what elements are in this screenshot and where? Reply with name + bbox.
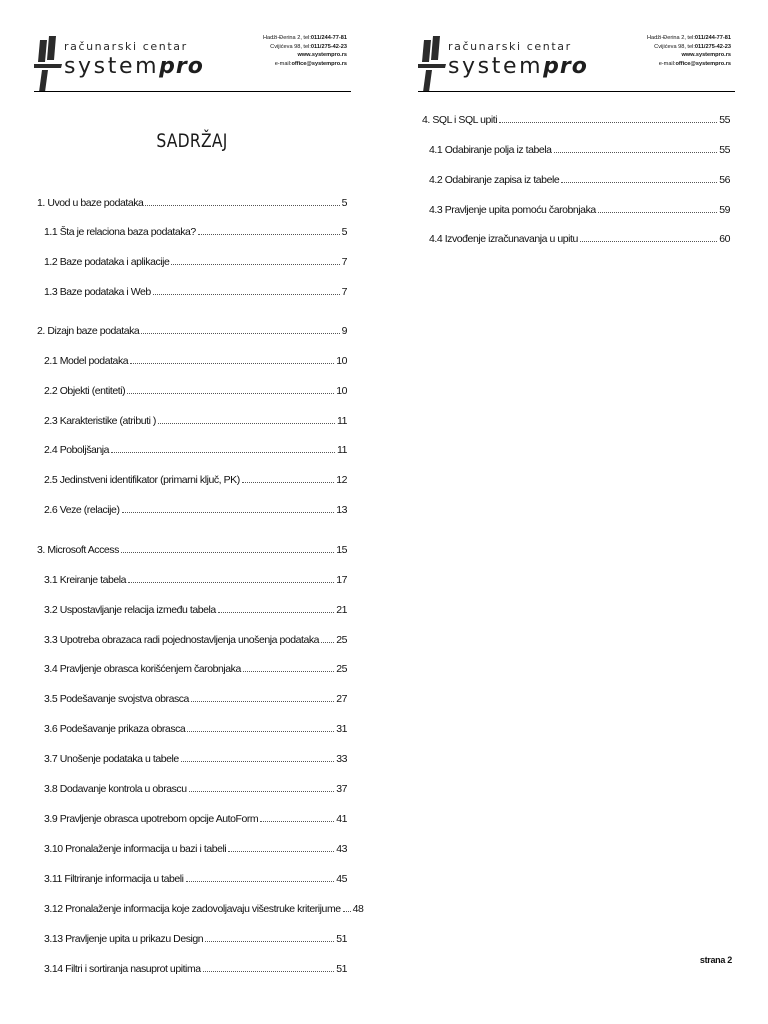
address-line-2 — [647, 43, 731, 52]
address-line-1 — [647, 34, 731, 43]
toc-entry-label: 3.14 Filtri i sortiranja nasuprot upitima — [44, 963, 201, 975]
toc-entry-page: 5 — [341, 197, 347, 209]
toc-dot-leader — [205, 941, 334, 942]
logo-tagline: računarski centar — [448, 40, 572, 53]
toc-entry-label: 2.6 Veze (relacije) — [44, 504, 120, 516]
page-number: strana 2 — [699, 955, 732, 965]
toc-entry-page: 56 — [719, 174, 730, 186]
toc-section-entry[interactable] — [44, 284, 347, 298]
address-1-phone: 011/244-77-81 — [694, 35, 731, 41]
header-divider — [34, 91, 351, 92]
toc-entry-page: 27 — [336, 693, 347, 705]
toc-entry-label: 3.5 Podešavanje svojstva obrasca — [44, 693, 189, 705]
toc-section-entry[interactable] — [44, 254, 347, 268]
toc-entry-page: 55 — [719, 144, 730, 156]
toc-entry-label: 4. SQL i SQL upiti — [422, 114, 498, 126]
email-prefix: e-mail: — [658, 60, 676, 67]
toc-entry-page: 7 — [341, 286, 347, 298]
toc-entry-page: 48 — [352, 903, 364, 915]
toc-entry-label: 1.2 Baze podataka i aplikacije — [44, 256, 170, 268]
toc-dot-leader — [228, 851, 334, 852]
toc-dot-leader — [203, 971, 335, 972]
toc-entry-page: 59 — [719, 204, 730, 216]
email-prefix: e-mail: — [274, 60, 292, 67]
toc-entry-label: 3.11 Filtriranje informacija u tabeli — [44, 873, 184, 885]
website-text: www.systempro.rs — [681, 52, 731, 59]
toc-entry-page: 43 — [336, 843, 347, 855]
toc-entry-page: 25 — [336, 663, 347, 675]
toc-section-entry[interactable] — [429, 172, 730, 186]
address-1-phone: 011/244-77-81 — [310, 35, 347, 41]
website — [647, 51, 731, 60]
toc-entry-label: 3.10 Pronalaženje informacija u bazi i tabeli — [44, 843, 227, 855]
toc-entry-page: 51 — [336, 933, 347, 945]
page-header — [34, 24, 351, 92]
toc-dot-leader — [122, 512, 335, 513]
toc-title: SADRŽAJ — [156, 130, 228, 152]
toc-section-entry[interactable] — [44, 602, 347, 616]
toc-dot-leader — [153, 294, 340, 295]
toc-section-entry[interactable] — [44, 931, 347, 945]
toc-section-entry[interactable] — [44, 632, 347, 646]
toc-dot-leader — [130, 363, 334, 364]
website-text: www.systempro.rs — [297, 52, 347, 59]
toc-dot-leader — [158, 423, 335, 424]
toc-section-entry[interactable] — [44, 781, 347, 795]
toc-entry-label: 2.3 Karakteristike (atributi ) — [44, 415, 156, 427]
toc-dot-leader — [141, 333, 339, 334]
address-1-text: Hadži-Đerina 2, tel: — [647, 35, 695, 41]
toc-section-entry[interactable] — [44, 572, 347, 586]
address-line-2 — [263, 43, 347, 52]
toc-entry-page: 12 — [336, 474, 347, 486]
toc-section-entry[interactable] — [44, 721, 347, 735]
toc-section-entry[interactable] — [44, 901, 364, 915]
toc-entry-label: 3.2 Uspostavljanje relacija između tabela — [44, 604, 216, 616]
address-2-phone: 011/275-42-23 — [310, 43, 347, 50]
toc-dot-leader — [111, 452, 335, 453]
email-address: office@systempro.rs — [291, 60, 347, 67]
toc-entry-label: 2.1 Model podataka — [44, 355, 129, 367]
email-address: office@systempro.rs — [675, 60, 731, 67]
logo-tagline: računarski centar — [64, 40, 188, 53]
contact-info — [647, 34, 731, 68]
logo-mark-icon — [418, 36, 446, 92]
toc-entry-label: 3.13 Pravljenje upita u prikazu Design — [44, 933, 204, 945]
logo-wordmark — [448, 54, 588, 79]
address-2-text: Cvijićeva 98, tel: — [654, 43, 695, 50]
toc-dot-leader — [189, 791, 335, 792]
toc-entry-label: 2.4 Poboljšanja — [44, 444, 110, 456]
toc-section-entry[interactable] — [44, 871, 347, 885]
contact-info — [263, 34, 347, 68]
toc-entry-page: 13 — [336, 504, 347, 516]
toc-section-entry[interactable] — [429, 142, 730, 156]
logo-wordmark-system: system — [64, 54, 160, 79]
toc-section-entry[interactable] — [44, 413, 347, 427]
toc-section-entry[interactable] — [429, 231, 730, 245]
toc-section-entry[interactable] — [44, 691, 347, 705]
toc-entry-page: 31 — [336, 723, 347, 735]
toc-section-entry[interactable] — [44, 383, 347, 397]
toc-dot-leader — [598, 212, 717, 213]
email-line — [263, 60, 347, 69]
toc-chapter-entry[interactable] — [422, 112, 730, 126]
toc-entry-label: 2. Dizajn baze podataka — [37, 325, 140, 337]
logo-wordmark-system: system — [448, 54, 544, 79]
toc-dot-leader — [242, 482, 334, 483]
toc-chapter-entry[interactable] — [37, 542, 347, 556]
toc-entry-page: 41 — [336, 813, 347, 825]
toc-dot-leader — [121, 552, 334, 553]
toc-entry-page: 51 — [336, 963, 347, 975]
toc-section-entry[interactable] — [44, 442, 347, 456]
toc-entry-label: 1. Uvod u baze podataka — [37, 197, 144, 209]
toc-entry-label: 3.7 Unošenje podataka u tabele — [44, 753, 179, 765]
address-line-1 — [263, 34, 347, 43]
toc-entry-label: 4.4 Izvođenje izračunavanja u upitu — [429, 233, 578, 245]
logo-mark-icon — [34, 36, 62, 92]
toc-entry-label: 4.3 Pravljenje upita pomoću čarobnjaka — [429, 204, 596, 216]
toc-entry-page: 10 — [336, 355, 347, 367]
toc-chapter-entry[interactable] — [37, 323, 347, 337]
toc-dot-leader — [186, 881, 335, 882]
toc-entry-page: 17 — [336, 574, 347, 586]
toc-entry-page: 11 — [337, 415, 347, 427]
toc-dot-leader — [321, 642, 334, 643]
toc-entry-label: 3.3 Upotreba obrazaca radi pojednostavljenja unošenja podataka — [44, 634, 320, 646]
logo-wordmark-pro: pro — [543, 54, 588, 79]
toc-section-entry[interactable] — [44, 961, 347, 975]
toc-entry-label: 3.1 Kreiranje tabela — [44, 574, 127, 586]
toc-entry-page: 9 — [341, 325, 347, 337]
toc-entry-label: 3.4 Pravljenje obrasca korišćenjem čarobnjaka — [44, 663, 241, 675]
toc-section-entry[interactable] — [44, 751, 347, 765]
toc-dot-leader — [218, 612, 334, 613]
toc-entry-page: 25 — [336, 634, 347, 646]
toc-dot-leader — [343, 911, 351, 912]
toc-dot-leader — [127, 393, 334, 394]
toc-dot-leader — [554, 152, 718, 153]
toc-section-entry[interactable] — [44, 353, 347, 367]
toc-section-entry[interactable] — [429, 202, 730, 216]
toc-section-entry[interactable] — [44, 224, 347, 238]
toc-section-entry[interactable] — [44, 502, 347, 516]
toc-entry-label: 4.1 Odabiranje polja iz tabela — [429, 144, 552, 156]
address-1-text: Hadži-Đerina 2, tel: — [263, 35, 311, 41]
toc-dot-leader — [198, 234, 340, 235]
systempro-logo — [34, 30, 204, 88]
toc-entry-label: 3.6 Podešavanje prikaza obrasca — [44, 723, 186, 735]
toc-entry-label: 3.9 Pravljenje obrasca upotrebom opcije AutoForm — [44, 813, 259, 825]
toc-chapter-entry[interactable] — [37, 195, 347, 209]
toc-entry-label: 2.2 Objekti (entiteti) — [44, 385, 126, 397]
toc-entry-page: 21 — [336, 604, 347, 616]
toc-entry-label: 3. Microsoft Access — [37, 544, 119, 556]
toc-entry-page: 5 — [341, 226, 347, 238]
toc-dot-leader — [128, 582, 334, 583]
logo-wordmark-pro: pro — [159, 54, 204, 79]
toc-dot-leader — [260, 821, 334, 822]
toc-entry-page: 60 — [719, 233, 730, 245]
toc-dot-leader — [181, 761, 334, 762]
header-divider — [418, 91, 735, 92]
website — [263, 51, 347, 60]
systempro-logo — [418, 30, 588, 88]
address-2-text: Cvijićeva 98, tel: — [270, 43, 311, 50]
toc-section-entry[interactable] — [44, 661, 347, 675]
toc-dot-leader — [145, 205, 339, 206]
toc-section-entry[interactable] — [44, 841, 347, 855]
toc-entry-page: 45 — [336, 873, 347, 885]
toc-entry-page: 15 — [336, 544, 347, 556]
page-header — [418, 24, 735, 92]
toc-entry-label: 4.2 Odabiranje zapisa iz tabele — [429, 174, 560, 186]
toc-dot-leader — [171, 264, 339, 265]
email-line — [647, 60, 731, 69]
toc-section-entry[interactable] — [44, 472, 347, 486]
toc-entry-label: 1.3 Baze podataka i Web — [44, 286, 151, 298]
toc-dot-leader — [187, 731, 334, 732]
toc-entry-label: 1.1 Šta je relaciona baza podataka? — [44, 226, 196, 238]
toc-dot-leader — [191, 701, 334, 702]
toc-dot-leader — [243, 671, 334, 672]
toc-entry-label: 2.5 Jedinstveni identifikator (primarni ključ, PK) — [44, 474, 240, 486]
toc-dot-leader — [499, 122, 717, 123]
address-2-phone: 011/275-42-23 — [694, 43, 731, 50]
toc-entry-page: 11 — [337, 444, 347, 456]
toc-entry-page: 55 — [719, 114, 730, 126]
toc-entry-page: 7 — [341, 256, 347, 268]
toc-entry-label: 3.8 Dodavanje kontrola u obrascu — [44, 783, 187, 795]
toc-section-entry[interactable] — [44, 811, 347, 825]
toc-entry-page: 37 — [336, 783, 347, 795]
toc-entry-label: 3.12 Pronalaženje informacija koje zadovoljavaju višestruke kriterijume — [44, 903, 341, 915]
toc-dot-leader — [561, 182, 717, 183]
toc-entry-page: 33 — [336, 753, 347, 765]
toc-entry-page: 10 — [336, 385, 347, 397]
toc-dot-leader — [580, 241, 717, 242]
logo-wordmark — [64, 54, 204, 79]
